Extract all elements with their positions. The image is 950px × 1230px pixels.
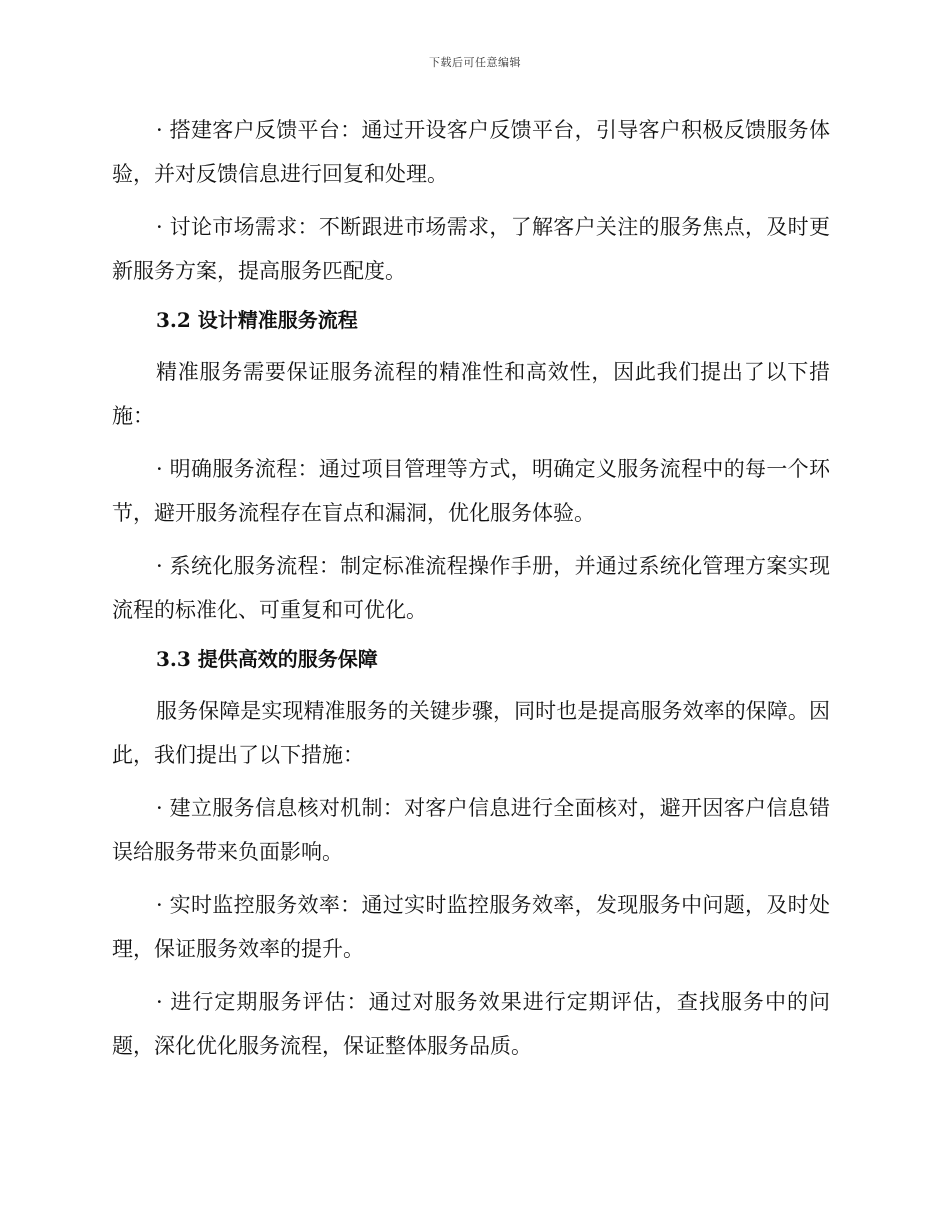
page-header: 下载后可任意编辑 (429, 56, 521, 69)
bullet-realtime-monitoring: · 实时监控服务效率：通过实时监控服务效率，发现服务中问题，及时处理，保证服务效率的提升。 (112, 893, 830, 961)
bullet-systematize-process: · 系统化服务流程：制定标准流程操作手册，并通过系统化管理方案实现流程的标准化、可重复和可优化。 (112, 554, 830, 622)
bullet-periodic-evaluation: · 进行定期服务评估：通过对服务效果进行定期评估，查找服务中的问题，深化优化服务流程，保证整体服务品质。 (112, 990, 830, 1058)
bullet-clarify-process: · 明确服务流程：通过项目管理等方式，明确定义服务流程中的每一个环节，避开服务流程存在盲点和漏洞，优化服务体验。 (112, 457, 830, 525)
section-intro-3-2: 精准服务需要保证服务流程的精准性和高效性，因此我们提出了以下措施： (112, 360, 830, 428)
section-heading-3-3: 3.3 提供高效的服务保障 (156, 647, 378, 671)
document-body (112, 108, 830, 1077)
section-intro-3-3: 服务保障是实现精准服务的关键步骤，同时也是提高服务效率的保障。因此，我们提出了以下措施： (112, 699, 830, 767)
section-heading-3-2: 3.2 设计精准服务流程 (156, 308, 358, 332)
bullet-market-demand: · 讨论市场需求：不断跟进市场需求，了解客户关注的服务焦点，及时更新服务方案，提高服务匹配度。 (112, 215, 830, 283)
bullet-info-verification: · 建立服务信息核对机制：对客户信息进行全面核对，避开因客户信息错误给服务带来负面影响。 (112, 796, 830, 864)
bullet-feedback-platform: · 搭建客户反馈平台：通过开设客户反馈平台，引导客户积极反馈服务体验，并对反馈信息进行回复和处理。 (112, 118, 830, 186)
